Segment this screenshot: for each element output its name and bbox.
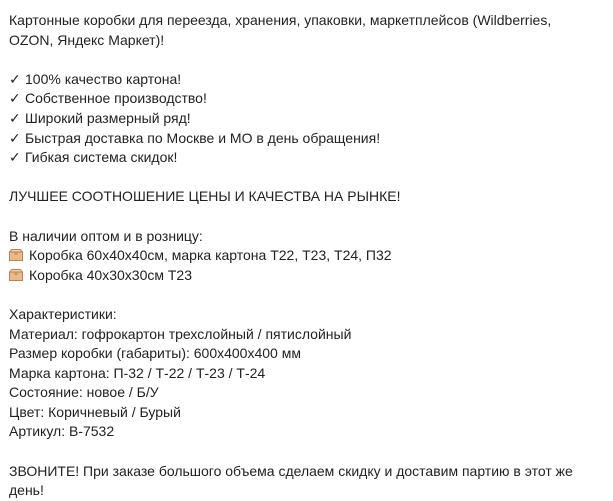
- spec-line: Цвет: Коричневый / Бурый: [9, 403, 181, 420]
- cta-line: ЗВОНИТЕ! При заказе большого объема сделаем скидку и доставим партию в этот же: [9, 462, 573, 479]
- stock-heading: В наличии оптом и в розницу:: [9, 227, 203, 244]
- spec-line: Марка картона: П-32 / Т-22 / Т-23 / Т-24: [9, 364, 266, 381]
- stock-item: [9, 266, 609, 286]
- checkmark-icon: ✓: [9, 110, 21, 127]
- benefits-list: [9, 70, 609, 168]
- benefit-item: [9, 129, 609, 149]
- checkmark-icon: ✓: [9, 150, 21, 167]
- intro-line: Картонные коробки для переезда, хранения, упаковки, маркетплейсов (Wildberries,: [9, 12, 552, 28]
- spacer: [9, 207, 609, 227]
- spacer: [9, 285, 609, 305]
- benefit-text: Быстрая доставка по Москве и МО в день обращения!: [25, 129, 381, 146]
- call-to-action: [9, 462, 609, 501]
- listing-description: [9, 0, 609, 501]
- stock-item: [9, 246, 609, 266]
- intro-paragraph: [9, 11, 609, 50]
- specs-heading: Характеристики:: [9, 305, 117, 322]
- spec-line: Размер коробки (габариты): 600х400х400 мм: [9, 345, 301, 362]
- checkmark-icon: ✓: [9, 130, 21, 147]
- spec-line: Артикул: В-7532: [9, 423, 115, 440]
- checkmark-icon: ✓: [9, 71, 21, 88]
- benefit-item: [9, 89, 609, 109]
- benefit-text: 100% качество картона!: [25, 70, 182, 87]
- stock-item-text: Коробка 40х30х30см Т23: [29, 266, 192, 283]
- package-icon: [9, 249, 23, 261]
- spec-line: Материал: гофрокартон трехслойный / пятислойный: [9, 325, 352, 342]
- benefit-item: [9, 148, 609, 168]
- intro-line: OZON, Яндекс Маркет)!: [9, 31, 165, 48]
- checkmark-icon: ✓: [9, 91, 21, 108]
- slogan: ЛУЧШЕЕ СООТНОШЕНИЕ ЦЕНЫ И КАЧЕСТВА НА РЫНКЕ!: [9, 188, 401, 205]
- spacer: [9, 168, 609, 188]
- cta-line: день!: [9, 482, 44, 499]
- package-icon: [9, 269, 23, 281]
- benefit-text: Собственное производство!: [25, 90, 207, 107]
- specs-section: [9, 305, 609, 442]
- stock-item-text: Коробка 60х40х40см, марка картона Т22, Т23, Т24, П32: [29, 247, 392, 264]
- benefit-text: Гибкая система скидок!: [25, 149, 178, 166]
- spec-line: Состояние: новое / Б/У: [9, 384, 159, 401]
- benefit-item: [9, 109, 609, 129]
- benefit-item: [9, 70, 609, 90]
- spacer: [9, 50, 609, 70]
- spacer: [9, 442, 609, 462]
- benefit-text: Широкий размерный ряд!: [25, 109, 191, 126]
- stock-section: [9, 227, 609, 286]
